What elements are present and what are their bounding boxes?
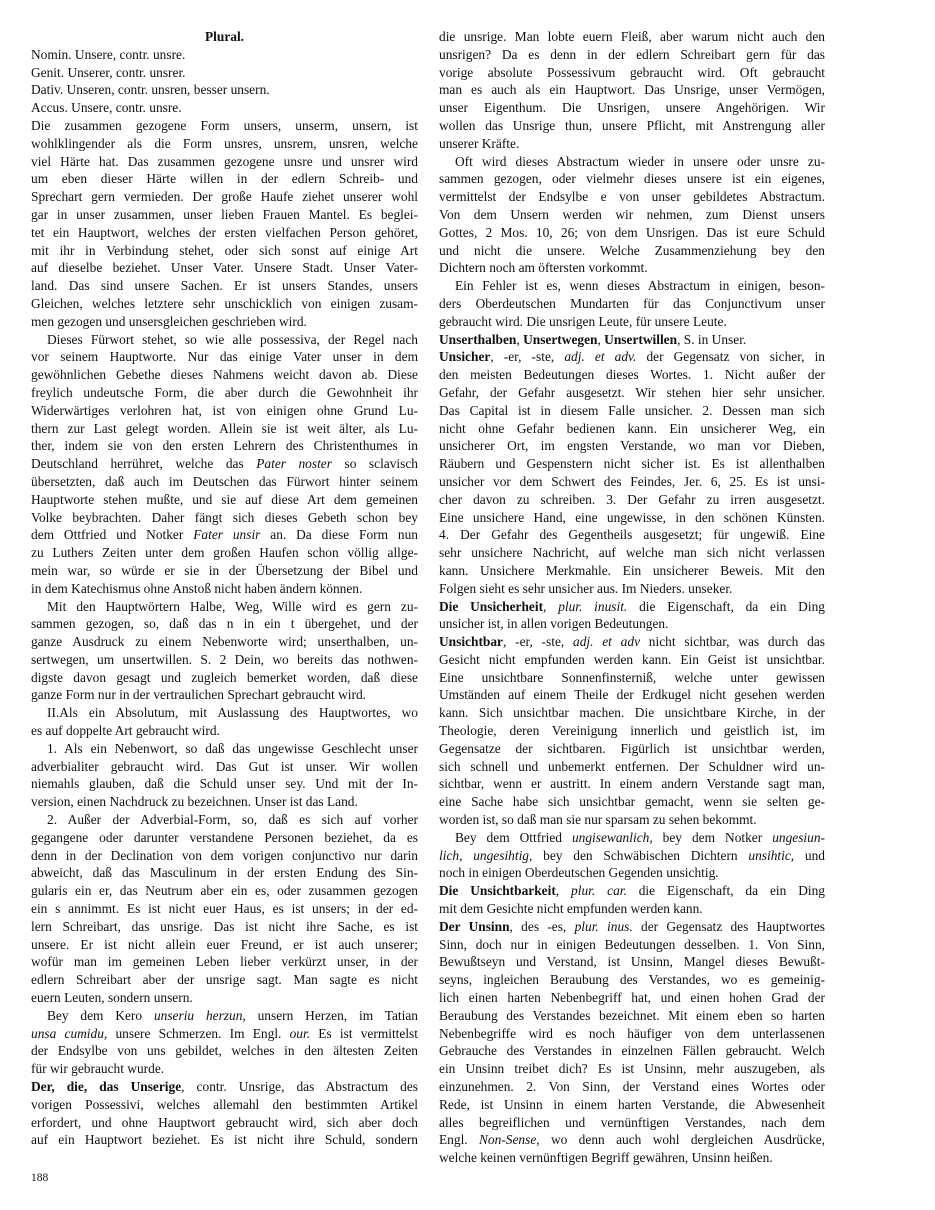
left-column-line (31, 722, 418, 740)
text-run: Deutschland herrühret, welche das (31, 456, 257, 472)
left-column-line (31, 64, 418, 82)
left-column-line (31, 1007, 418, 1025)
text-run: ther, indem sie von den ersten Lehrern des Christenthumes in (31, 438, 418, 454)
text-run: Gebrauche des Verstandes in einzelnen Fällen gebraucht. Welch (439, 1043, 825, 1059)
left-column-line (31, 1114, 418, 1132)
text-run: Accus. Unsere, contr. unsre. (31, 100, 182, 116)
right-column-line (439, 669, 825, 687)
text-run: Bey dem Kero (47, 1007, 154, 1023)
text-run: sichtbar, wenn er austritt. In einem andern Verstande sagt man, (439, 776, 825, 792)
right-column-line (439, 188, 825, 206)
right-column-line (439, 847, 825, 865)
left-column-line (31, 206, 418, 224)
right-column-line (439, 331, 825, 349)
right-column-line (439, 384, 825, 402)
text-run: Von dem Unsern werden wir nehmen, zum Dienst unsers (439, 206, 825, 222)
right-column-line (439, 295, 825, 313)
text-run: ders Oberdeutschen Mundarten für das Conjunctivum unser (439, 295, 825, 311)
left-column-line (31, 936, 418, 954)
text-run: 2. Außer der Adverbial-Form, so, daß es sich auf vorher (47, 812, 418, 828)
text-run: der Endsylbe von uns gebildet, welches in den ältesten Zeiten (31, 1043, 418, 1059)
text-run: niemahls glauben, daß die Schuld unser sey. Und mit der In- (31, 776, 418, 792)
text-run: Gleichen, welches letztere sehr unschicklich von einigen zusam- (31, 295, 418, 311)
left-column-line (31, 633, 418, 651)
left-column-line (31, 28, 418, 46)
right-column-line (439, 971, 825, 989)
right-column-line (439, 686, 825, 704)
left-column-line (31, 366, 418, 384)
text-run: mein war, so würde er sie in der Übersetzung der Bibel und (31, 562, 418, 578)
left-column-line (31, 615, 418, 633)
left-column-line (31, 313, 418, 331)
left-column-line (31, 793, 418, 811)
left-column-line (31, 117, 418, 135)
text-run: unsrigen? Da es denn in der edlern Schreibart gern für das (439, 46, 825, 62)
right-column-line (439, 1025, 825, 1043)
text-run: kann. Unsichere Merkmahle. Ein unsicherer Beweis. Mit den (439, 562, 825, 578)
left-column-line (31, 1078, 418, 1096)
left-column-line (31, 811, 418, 829)
left-column-line (31, 864, 418, 882)
text-run: unsicher vor dem Schwert des Feindes, Jer. 6, 25. Es ist unsi- (439, 473, 825, 489)
text-run: , -er, -ste, (490, 349, 565, 365)
italic-term: unsihtic, (748, 847, 795, 863)
headword: Unsicher (439, 349, 491, 365)
left-column-line (31, 170, 418, 188)
right-column-line (439, 242, 825, 260)
text-run: 1. Als ein Nebenwort, so daß das ungewisse Geschlecht unser (47, 740, 418, 756)
left-column-line (31, 46, 418, 64)
right-column-line (439, 1060, 825, 1078)
text-run: Nebenbegriffe wird es noch häufiger von dem unterlassenen (439, 1025, 825, 1041)
right-column-line (439, 864, 825, 882)
right-column-line (439, 455, 825, 473)
text-run: an. Da diese Form nun (260, 527, 418, 543)
right-column-line (439, 437, 825, 455)
italic-term: plur. inusit. (558, 598, 628, 614)
italic-term: ungisewanlich, (571, 829, 653, 845)
text-run: viel Härte hat. Das zusammen gezogene unsre und unsrer wird (31, 153, 418, 169)
right-column-line (439, 509, 825, 527)
text-run: zu Luthers Zeiten unter dem großen Haufen schon völlig allge- (31, 545, 418, 561)
text-run: kann. Sich unsichtbar machen. Die unsichtbare Kirche, in der (439, 705, 825, 721)
text-run: der Gegensatz des Hauptwortes (632, 918, 825, 934)
text-run: vorigen Possessivi, welches allemahl den bestimmten Artikel (31, 1096, 418, 1112)
text-run: thern zur Last gelegt worden. Allein sie ist weit älter, als Lu- (31, 420, 418, 436)
italic-term: Non-Sense, (479, 1132, 540, 1148)
right-column-line (439, 28, 825, 46)
right-column-line (439, 1114, 825, 1132)
right-column-line (439, 81, 825, 99)
italic-term: unsa cumidu, (31, 1025, 108, 1041)
left-column (31, 28, 418, 1149)
headword: Der, die, das Unserige (31, 1079, 182, 1095)
text-run: tet ein Hauptwort, welches der ersten vielfachen Person gehöret, (31, 224, 418, 240)
text-run: sammen gezogen, oder vielmehr dieses unsere ist ein eigenes, (439, 171, 825, 187)
italic-term: Pater noster (256, 456, 332, 472)
right-column-line (439, 420, 825, 438)
text-run: Räubern und Gespenstern nicht sicher ist. Es ist allenthalben (439, 456, 825, 472)
text-run: auf ein Hauptwort beziehet. Es ist nicht ihre Schuld, sondern (31, 1132, 418, 1148)
text-run: ein Unsinn treibet dich? Es ist Unsinn, mehr auszugeben, als (439, 1061, 825, 1077)
text-run: version, einen Nachdruck zu bezeichnen. Unser ist das Land. (31, 794, 358, 810)
text-run: erfordert, und ohne Hauptwort gebraucht wird, sich aber doch (31, 1114, 418, 1130)
right-column-line (439, 99, 825, 117)
italic-term: plur. car. (571, 883, 627, 899)
text-run: ganze Ausdruck zu einem Nebenworte wird; unserthalben, un- (31, 634, 418, 650)
text-run: Folgen sieht es sehr unsicher aus. Im Nieders. unseker. (439, 580, 733, 596)
left-column-line (31, 242, 418, 260)
left-column-line (31, 1025, 418, 1043)
text-run: Gesicht nicht empfunden werden kann. Ein Geist ist unsichtbar. (439, 651, 825, 667)
left-column-line (31, 971, 418, 989)
text-run: gegangene oder darunter verstandene Personen beziehet, da es (31, 829, 418, 845)
text-run: wohlklingender als die Form unsres, unsrem, unsren, welche (31, 135, 418, 151)
italic-term: adj. et adv (573, 634, 641, 650)
text-run: den meisten Bedeutungen dieses Wortes. 1. Nicht außer der (439, 367, 825, 383)
right-column-line (439, 633, 825, 651)
left-column-line (31, 758, 418, 776)
right-column-line (439, 1078, 825, 1096)
left-column-line (31, 562, 418, 580)
right-column-line (439, 615, 825, 633)
left-column-line (31, 882, 418, 900)
text-run: Gegensatze der sichtbaren. Figürlich ist unsichtbar werden, (439, 740, 825, 756)
text-run: ein s annimmt. Es ist nicht euer Haus, es ist unsers; in der ed- (31, 901, 418, 917)
text-run: Bey dem Ottfried (455, 829, 572, 845)
headword: Die Unsichtbarkeit (439, 883, 556, 899)
right-column-line (439, 224, 825, 242)
text-run: Engl. (439, 1132, 479, 1148)
page-number: 188 (31, 1172, 49, 1184)
left-column-line (31, 509, 418, 527)
right-column-line (439, 46, 825, 64)
text-run: Genit. Unserer, contr. unsrer. (31, 64, 186, 80)
right-column-line (439, 366, 825, 384)
text-run: Hauptworte stehen mußte, und sie auf diese Art dem gemeinen (31, 491, 418, 507)
right-column (439, 28, 825, 1167)
text-run: , (555, 883, 572, 899)
text-run: lich einen harten Nebenbegriff hat, und einen hohen Grad der (439, 990, 825, 1006)
headword: Der Unsinn (439, 918, 510, 934)
text-run: wo denn auch wohl dergleichen Ausdrücke, (539, 1132, 825, 1148)
text-run: 4. Der Gefahr des Gegentheils ausgesetzt; für ungewiß. Eine (439, 527, 825, 543)
text-run: Gefahr, der Gefahr ausgesetzt. Wir stehen hier sehr unsicher. (439, 384, 825, 400)
text-run: denn in der Declination von dem vorigen conjunctivo nur darin (31, 847, 418, 863)
left-column-line (31, 669, 418, 687)
text-run: II.Als ein Absolutum, mit Auslassung des Hauptwortes, wo (47, 705, 418, 721)
left-column-line (31, 829, 418, 847)
right-column-line (439, 473, 825, 491)
headword: Die Unsicherheit (439, 598, 544, 614)
left-column-line (31, 704, 418, 722)
right-column-line (439, 491, 825, 509)
right-column-line (439, 936, 825, 954)
text-run: Sinn, doch nur in einigen Bedeutungen desselben. 1. Von Sinn, (439, 936, 825, 952)
text-run: welche keinen vernünftigen Begriff gewähren, Unsinn heißen. (439, 1150, 773, 1166)
right-column-line (439, 793, 825, 811)
right-column-line (439, 811, 825, 829)
text-run: , (516, 331, 524, 347)
italic-term: adj. et adv. (564, 349, 637, 365)
italic-term: Fater unsir (193, 527, 261, 543)
text-run: , -er, -ste, (503, 634, 574, 650)
right-column-line (439, 722, 825, 740)
right-column-line (439, 1131, 825, 1149)
text-run: euern Leuten, sondern unsern. (31, 990, 193, 1006)
text-run: sich schnell und unbemerkt entfernen. Der Schuldner wird un- (439, 758, 825, 774)
text-run: gewöhnlichen Gebethe dieses Nahmens weicht davon ab. Diese (31, 367, 418, 383)
left-column-line (31, 437, 418, 455)
text-run: , S. in Unser. (677, 331, 747, 347)
text-run: abweicht, daß das Masculinum in der ersten Endung des Sin- (31, 865, 418, 881)
left-column-line (31, 188, 418, 206)
text-run: und (794, 847, 825, 863)
italic-term: ungesiun- (772, 829, 825, 845)
text-run: sertwegen, um unsertwillen. S. 2 Dein, wo bereits das nothwen- (31, 651, 418, 667)
text-run: nicht ohne Gefahr bedienen kann. Ein unsicherer Weg, ein (439, 420, 825, 436)
text-run: um eben dieser Härte willen in der edlern Schreib- und (31, 171, 418, 187)
text-run: edlern Schreibart aber der unsrige sagt. Man sagte es nicht (31, 972, 418, 988)
right-column-line (439, 64, 825, 82)
text-run: sammen gezogen, so, daß das n in ein t übergehet, und der (31, 616, 418, 632)
text-run: die unsrige. Man lobte euern Fleiß, aber warum nicht auch den (439, 29, 825, 44)
text-run: Eine unsichtbare Sonnenfinsterniß, welche unter gewissen (439, 669, 825, 685)
text-run: Rede, ist Unsinn in einem harten Verstande, die Abwesenheit (439, 1096, 825, 1112)
left-column-line (31, 544, 418, 562)
text-run: eine Sache habe sich unsichtbar gemacht, wenn sie selten ge- (439, 794, 825, 810)
text-run: dem Ottfried und Notker (31, 527, 194, 543)
left-column-line (31, 740, 418, 758)
left-column-line (31, 402, 418, 420)
left-column-line (31, 1060, 418, 1078)
text-run: Ein Fehler ist es, wenn dieses Abstractum in einigen, beson- (455, 278, 825, 294)
text-run: Dichtern noch am öftersten vorkommt. (439, 260, 648, 276)
headword: Unserthalben (439, 331, 517, 347)
text-run: ganze Form nur in der vertraulichen Sprechart gebraucht wird. (31, 687, 367, 703)
text-run: und nicht die unsere. Welche Zusammenziehung bey den (439, 242, 825, 258)
left-column-line (31, 775, 418, 793)
text-run: vorige absolute Possessivum gebraucht wird. Oft gebraucht (439, 64, 825, 80)
left-column-line (31, 953, 418, 971)
right-column-line (439, 1007, 825, 1025)
right-column-line (439, 953, 825, 971)
text-run: Beraubung des Verstandes bezeichnet. Mit einem eben so harten (439, 1007, 825, 1023)
text-run: auf dieselbe beziehet. Unser Vater. Unsere Stadt. Unser Vater- (31, 260, 418, 276)
text-run: so sclavisch (331, 456, 418, 472)
left-column-line (31, 81, 418, 99)
text-run: vermittelst der Endsylbe e von unser gebildetes Abstractum. (439, 189, 825, 205)
text-run: übersetzten, daß auch im Deutschen das Fürwort hinter seinem (31, 473, 418, 489)
text-run: Gottes, 2 Mos. 10, 26; von dem Unsrigen. Das ist eure Schuld (439, 224, 825, 240)
left-column-line (31, 651, 418, 669)
text-run: Bewußtseyn und Verstand, ist Unsinn, Mangel dieses Bewußt- (439, 954, 825, 970)
left-column-line (31, 1042, 418, 1060)
text-run: men gezogen und unsersgleichen geschrieben wird. (31, 313, 307, 329)
text-run: die Eigenschaft, da ein Ding (627, 598, 825, 614)
right-column-line (439, 259, 825, 277)
text-run: freylich undeutsche Form, die aber durch die Gewohnheit ihr (31, 384, 418, 400)
right-column-line (439, 989, 825, 1007)
left-column-line (31, 455, 418, 473)
left-column-line (31, 99, 418, 117)
right-column-line (439, 918, 825, 936)
text-run: unserer Kräfte. (439, 135, 520, 151)
text-run: gebraucht wird. Die unsrigen Leute, für unsere Leute. (439, 313, 727, 329)
text-run: unsern Herzen, im Tatian (245, 1007, 418, 1023)
text-run: wollen das Unsrige thun, unsere Pflicht, mit Anstrengung aller (439, 117, 825, 133)
left-column-line (31, 331, 418, 349)
right-column-line (439, 651, 825, 669)
right-column-line (439, 313, 825, 331)
text-run: es auf doppelte Art gebraucht wird. (31, 723, 220, 739)
italic-term: our. (289, 1025, 311, 1041)
text-run: digste davon gesagt und zugleich bemerket worden, daß diese (31, 669, 418, 685)
left-column-line (31, 491, 418, 509)
text-run: Die zusammen gezogene Form unsers, unserm, unsern, ist (31, 117, 418, 133)
left-column-line (31, 1096, 418, 1114)
italic-term: lich, ungesihtig, (439, 847, 533, 863)
left-column-line (31, 1131, 418, 1149)
text-run: unsicherer Ort, im engsten Verstande, wo man vor Dieben, (439, 438, 825, 454)
text-run: unsere Schmerzen. Im Engl. (107, 1025, 290, 1041)
right-column-line (439, 153, 825, 171)
text-run: einzunehmen. 2. Von Sinn, der Verstand eines Wortes oder (439, 1079, 825, 1095)
headword: Plural. (204, 29, 245, 44)
right-column-line (439, 526, 825, 544)
text-run: Nomin. Unsere, contr. unsre. (31, 46, 186, 62)
left-column-line (31, 847, 418, 865)
text-run: der Gegensatz von sicher, in (636, 349, 825, 365)
text-run: nicht sichtbar, was durch das (640, 634, 825, 650)
text-run: Dativ. Unseren, contr. unsren, besser unsern. (31, 82, 270, 98)
headword: Unsertwegen (523, 331, 598, 347)
right-column-line (439, 277, 825, 295)
left-column-line (31, 348, 418, 366)
right-column-line (439, 544, 825, 562)
left-column-line (31, 918, 418, 936)
text-run: unsicher ist, in allen vorigen Bedeutungen. (439, 616, 669, 632)
right-column-line (439, 704, 825, 722)
left-column-line (31, 420, 418, 438)
headword: Unsertwillen (604, 331, 678, 347)
right-column-line (439, 598, 825, 616)
text-run: cher davon zu schreiben. 3. Der Gefahr zu irren ausgesetzt. (439, 491, 825, 507)
right-column-line (439, 117, 825, 135)
left-column-line (31, 135, 418, 153)
italic-term: plur. inus. (574, 918, 633, 934)
left-column-line (31, 277, 418, 295)
text-run: Oft wird dieses Abstractum wieder in unsere oder unsre zu- (455, 153, 825, 169)
left-column-line (31, 598, 418, 616)
right-column-line (439, 206, 825, 224)
text-run: seyns, ingleichen Beraubung des Verstandes, wo es gemeinig- (439, 972, 825, 988)
text-run: adverbialiter gebraucht wird. Das Gut ist unser. Wir wollen (31, 758, 418, 774)
left-column-line (31, 526, 418, 544)
right-column-line (439, 829, 825, 847)
text-run: wofür man im gemeinen Leben lieber verkürzt unser, in der (31, 954, 418, 970)
text-run: lern Schreibart, das unsrige. Das ist nicht ihre Sache, es ist (31, 918, 418, 934)
left-column-line (31, 989, 418, 1007)
text-run: die Eigenschaft, da ein Ding (626, 883, 825, 899)
right-column-line (439, 562, 825, 580)
left-column-line (31, 153, 418, 171)
text-run: in dem Katechismus ohne Anstoß nicht haben ändern können. (31, 580, 363, 596)
text-run: mit ihr in Verbindung stehet, oder sich sonst auf einige Art (31, 242, 418, 258)
text-run: bey dem Notker (652, 829, 773, 845)
text-run: Sprechart gern vermieden. Der große Haufe ziehet unserer wohl (31, 189, 418, 205)
text-run: noch in einigen Oberdeutschen Gegenden unsichtig. (439, 865, 719, 881)
left-column-line (31, 473, 418, 491)
right-column-line (439, 1096, 825, 1114)
right-column-line (439, 775, 825, 793)
text-run: , (543, 598, 559, 614)
text-run: gar in unser zusammen, unser lieben Frauen Mantel. Es beglei- (31, 206, 418, 222)
right-column-line (439, 580, 825, 598)
text-run: mit dem Gesichte nicht empfunden werden kann. (439, 901, 703, 917)
left-column-line (31, 259, 418, 277)
right-column-line (439, 1149, 825, 1167)
headword: Unsichtbar (439, 634, 503, 650)
right-column-line (439, 758, 825, 776)
italic-term: unseriu herzun, (153, 1007, 246, 1023)
text-run: für wir gebraucht wurde. (31, 1061, 165, 1077)
text-run: unser Eigenthum. Die Unsrigen, unsere Angehörigen. Wir (439, 100, 825, 116)
text-run: man es auch als ein Hauptwort. Das Unsrige, unser Vermögen, (439, 82, 825, 98)
left-column-line (31, 580, 418, 598)
right-column-line (439, 1042, 825, 1060)
left-column-line (31, 384, 418, 402)
text-run: , des -es, (509, 918, 575, 934)
text-run: unsere. Er ist nicht allein euer Freund, er ist auch unserer; (31, 936, 418, 952)
left-column-line (31, 224, 418, 242)
text-run: Theologie, deren Vereinigung innerlich und geistlich ist, im (439, 723, 825, 739)
text-run: Eine unsichere Hand, eine ungewisse, in den schönen Künsten. (439, 509, 825, 525)
text-run: Umständen auf einem Theile der Erdkugel nicht gesehen werden (439, 687, 825, 703)
right-column-line (439, 900, 825, 918)
text-run: Dieses Fürwort stehet, so wie alle possessiva, der Regel nach (47, 331, 418, 347)
text-run: vor seinem Hauptworte. Nur das einige Vater unser in dem (31, 349, 418, 365)
text-run: bey den Schwäbischen Dichtern (532, 847, 749, 863)
text-run: Das Capital ist in diesem Falle unsicher. 2. Dessen man sich (439, 402, 825, 418)
text-run: Mit den Hauptwörtern Halbe, Weg, Wille wird es gern zu- (47, 598, 418, 614)
left-column-line (31, 686, 418, 704)
text-run: Volke beybrachten. Daher fängt sich dieses Gebeth schon bey (31, 509, 418, 525)
text-run: land. Das sind unsere Sachen. Er ist unsers Standes, unsers (31, 278, 418, 294)
right-column-line (439, 740, 825, 758)
text-run: worden ist, so daß man sie nur sparsam zu sehen bekommt. (439, 812, 757, 828)
left-column-line (31, 295, 418, 313)
right-column-line (439, 135, 825, 153)
text-run: sehr unsichere Nachricht, auf welche man sich nicht verlassen (439, 545, 825, 561)
text-run: alles begreiflichen und vernünftigen Verstandes, nach dem (439, 1114, 825, 1130)
right-column-line (439, 170, 825, 188)
text-run: gularis ein er, das Neutrum aber ein es, oder zusammen gezogen (31, 883, 418, 899)
text-run: Widerwärtiges verlohren hat, ist von einigen ohne Grund Lu- (31, 402, 418, 418)
right-column-line (439, 402, 825, 420)
left-column-line (31, 900, 418, 918)
right-column-line (439, 348, 825, 366)
text-run: , (597, 331, 605, 347)
text-run: , contr. Unsrige, das Abstractum des (181, 1079, 418, 1095)
text-run: Es ist vermittelst (310, 1025, 418, 1041)
right-column-line (439, 882, 825, 900)
